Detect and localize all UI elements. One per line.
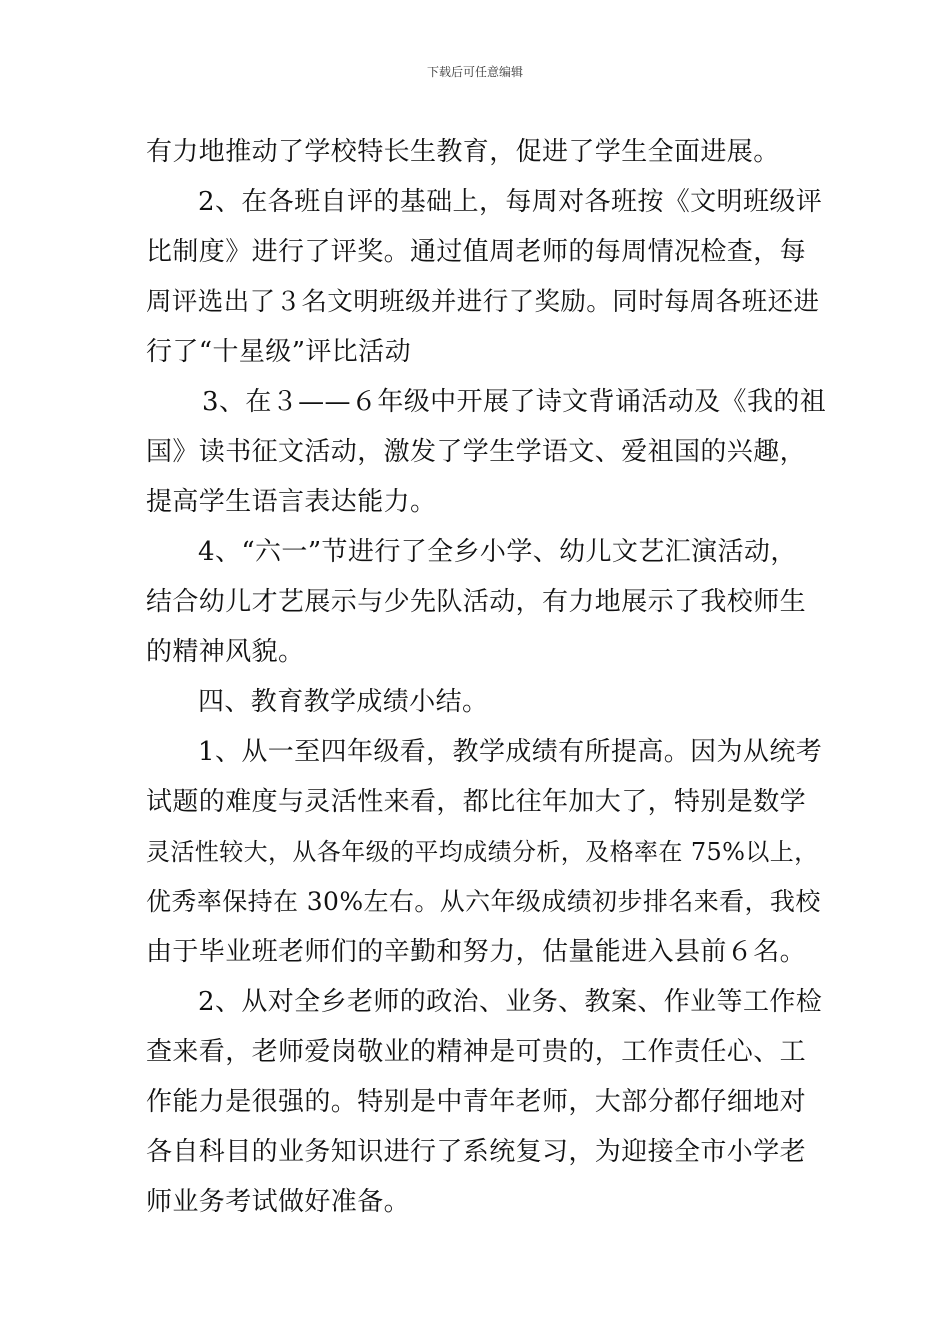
text-line: 3、在３——６年级中开展了诗文背诵活动及《我的祖 <box>202 387 827 417</box>
text-line: 提高学生语言表达能力。 <box>146 487 437 517</box>
text-line: 2、在各班自评的基础上，每周对各班按《文明班级评 <box>198 187 823 217</box>
text-line: 国》读书征文活动，激发了学生学语文、爱祖国的兴趣， <box>146 437 807 467</box>
text-line: 的精神风貌。 <box>146 637 305 667</box>
page-header: 下载后可任意编辑 <box>426 65 523 79</box>
document-body <box>146 127 826 1227</box>
text-line: 各自科目的业务知识进行了系统复习，为迎接全市小学老 <box>146 1137 807 1167</box>
text-line: 优秀率保持在 30%左右。从六年级成绩初步排名来看，我校 <box>146 887 821 916</box>
text-line: 周评选出了３名文明班级并进行了奖励。同时每周各班还进 <box>146 287 820 317</box>
text-line: 2、从对全乡老师的政治、业务、教案、作业等工作检 <box>198 987 823 1017</box>
text-line: 1、从一至四年级看，教学成绩有所提高。因为从统考 <box>198 737 823 767</box>
text-line: 结合幼儿才艺展示与少先队活动，有力地展示了我校师生 <box>146 587 807 617</box>
text-line: 查来看，老师爱岗敬业的精神是可贵的，工作责任心、工 <box>146 1037 807 1067</box>
section-heading: 四、教育教学成绩小结。 <box>198 687 489 717</box>
text-line: 由于毕业班老师们的辛勤和努力，估量能进入县前６名。 <box>146 937 807 967</box>
text-line: 4、“六一”节进行了全乡小学、幼儿文艺汇演活动， <box>198 537 797 567</box>
text-line: 行了“十星级”评比活动 <box>146 337 411 367</box>
text-line: 灵活性较大，从各年级的平均成绩分析，及格率在 75%以上， <box>146 838 819 866</box>
text-line: 比制度》进行了评奖。通过值周老师的每周情况检查，每 <box>146 237 807 267</box>
text-line: 有力地推动了学校特长生教育，促进了学生全面进展。 <box>146 137 780 167</box>
text-line: 师业务考试做好准备。 <box>146 1187 411 1217</box>
text-line: 作能力是很强的。特别是中青年老师，大部分都仔细地对 <box>146 1087 807 1117</box>
text-line: 试题的难度与灵活性来看，都比往年加大了，特别是数学 <box>146 787 807 817</box>
